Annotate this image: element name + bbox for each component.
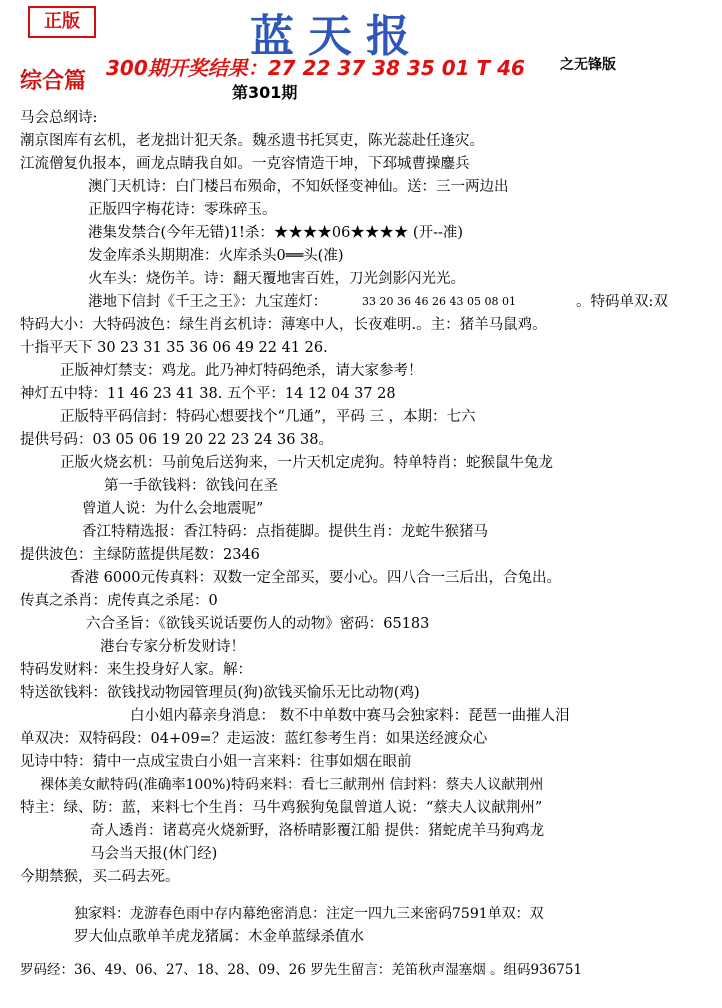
result-banner: 300期开奖结果：27 22 37 38 35 01 T 46 (106, 56, 525, 80)
text-line: 发金库杀头期期准：火库杀头0══头(准) (88, 248, 344, 264)
text-line: 澳门天机诗：白门楼吕布殒命，不知妖怪变神仙。送：三一两边出 (88, 179, 509, 195)
text-line: 独家料：龙游春色雨中存内幕绝密消息：注定一四九三来密码7591单双：双 (74, 906, 544, 922)
text-line: 潮京图库有玄机，老龙拙计犯天条。魏丞遗书托冥吏，陈光蕊赴任逢灾。 (20, 133, 484, 149)
text-line: 奇人透肖：诸葛亮火烧新野，洛桥晴影覆江船 提供：猪蛇虎羊马狗鸡龙 (90, 823, 545, 839)
text-line: 特送欲钱料：欲钱找动物园管理员(狗)欲钱买愉乐无比动物(鸡) (20, 685, 420, 701)
text-line: 单双决：双特码段：04+09=？走运波：蓝红参考生肖：如果送经渡众心 (20, 731, 488, 747)
text-line: 港集发禁合(今年无错)1!杀：★★★★06★★★★ (开--准) (88, 225, 464, 241)
text-line: 香江特精选报：香江特码：点指蓰脚。提供生肖：龙蛇牛猴猪马 (82, 524, 488, 540)
text-line: 第一手欲钱料：欲钱问在圣 (104, 478, 278, 494)
text-line: 白小姐内幕亲身消息： 数不中单数中赛马会独家料：琵琶一曲摧人泪 (130, 708, 570, 724)
text-line: 特主：绿、防：蓝，来料七个生肖：马牛鸡猴狗兔鼠曾道人说：“蔡夫人议献荆州” (20, 800, 543, 816)
text-line: 十指平天下 30 23 31 35 36 06 49 22 41 26. (20, 340, 328, 356)
section-label: 综合篇 (20, 68, 87, 94)
text-line: 正版四字梅花诗：零珠碎玉。 (88, 202, 277, 218)
edition-label: 之无锋版 (560, 57, 616, 73)
text-line: 正版火烧玄机：马前兔后送狗来，一片天机定虎狗。特单特肖：蛇猴鼠牛兔龙 (60, 455, 553, 471)
text-line: 特码大小：大特码波色：绿生肖玄机诗：薄寒中人，长夜难明.。主：猪羊马鼠鸡。 (20, 317, 547, 333)
text-line: 马会当天报(休门经) (90, 846, 218, 862)
text-line: 香港 6000元传真料：双数一定全部买，要小心。四八合一三后出，合兔出。 (70, 570, 562, 586)
text-line: 见诗中特：猜中一点成宝贵白小姐一言来料：往事如烟在眼前 (20, 754, 412, 770)
text-line: 传真之杀肖：虎传真之杀尾：0 (20, 593, 218, 609)
text-line: 提供波色：主绿防蓝提供尾数：2346 (20, 547, 260, 563)
text-line: 罗码经：36、49、06、27、18、28、09、26 罗先生留言：羌笛秋声湿塞烟 。组码936751 (20, 962, 583, 978)
text-line: 港台专家分析发财诗！ (100, 639, 245, 655)
text-line: 。特码单双:双 (576, 294, 668, 310)
text-line: 火车头：烧伤羊。诗：翻天覆地害百姓，刀光剑影闪光光。 (88, 271, 465, 287)
text-line: 特码发财料：来生投身好人家。解： (20, 662, 252, 678)
text-line: 六合圣旨：《欲钱买说话要伤人的动物》密码：65183 (86, 616, 430, 632)
text-line: 神灯五中特：11 46 23 41 38. 五个平：14 12 04 37 28 (20, 386, 396, 402)
text-line: 江流僧复仇报本，画龙点睛我自如。一克容情造干坤，下邳城曹操鏖兵 (20, 156, 470, 172)
issue-number: 第301期 (232, 83, 298, 102)
text-line: 正版特平码信封：特码心想要找个“几通”，平码 三 ，本期：七六 (60, 409, 476, 425)
text-line: 33 20 36 46 26 43 05 08 01 (362, 295, 516, 308)
text-line: 马会总纲诗: (20, 110, 98, 126)
text-line: 港地下信封《千王之王》：九宝莲灯： (88, 294, 328, 310)
text-line: 提供号码：03 05 06 19 20 22 23 24 36 38。 (20, 432, 333, 448)
header (0, 0, 722, 120)
text-line: 裸体美女献特码(准确率100%)特码来料：看七三献荆州 信封料：蔡夫人议献荆州 (40, 777, 544, 793)
text-line: 曾道人说：为什么会地震呢” (82, 501, 264, 517)
newspaper-title: 蓝天报 (250, 11, 424, 62)
text-line: 罗大仙点歌单羊虎龙猪属：木金单蓝绿杀值水 (74, 929, 364, 945)
stamp-badge: 正版 (28, 6, 96, 38)
text-line: 正版神灯禁支：鸡龙。此乃神灯特码绝杀，请大家参考！ (60, 363, 423, 379)
text-line: 今期禁猴，买二码去死。 (20, 869, 180, 885)
